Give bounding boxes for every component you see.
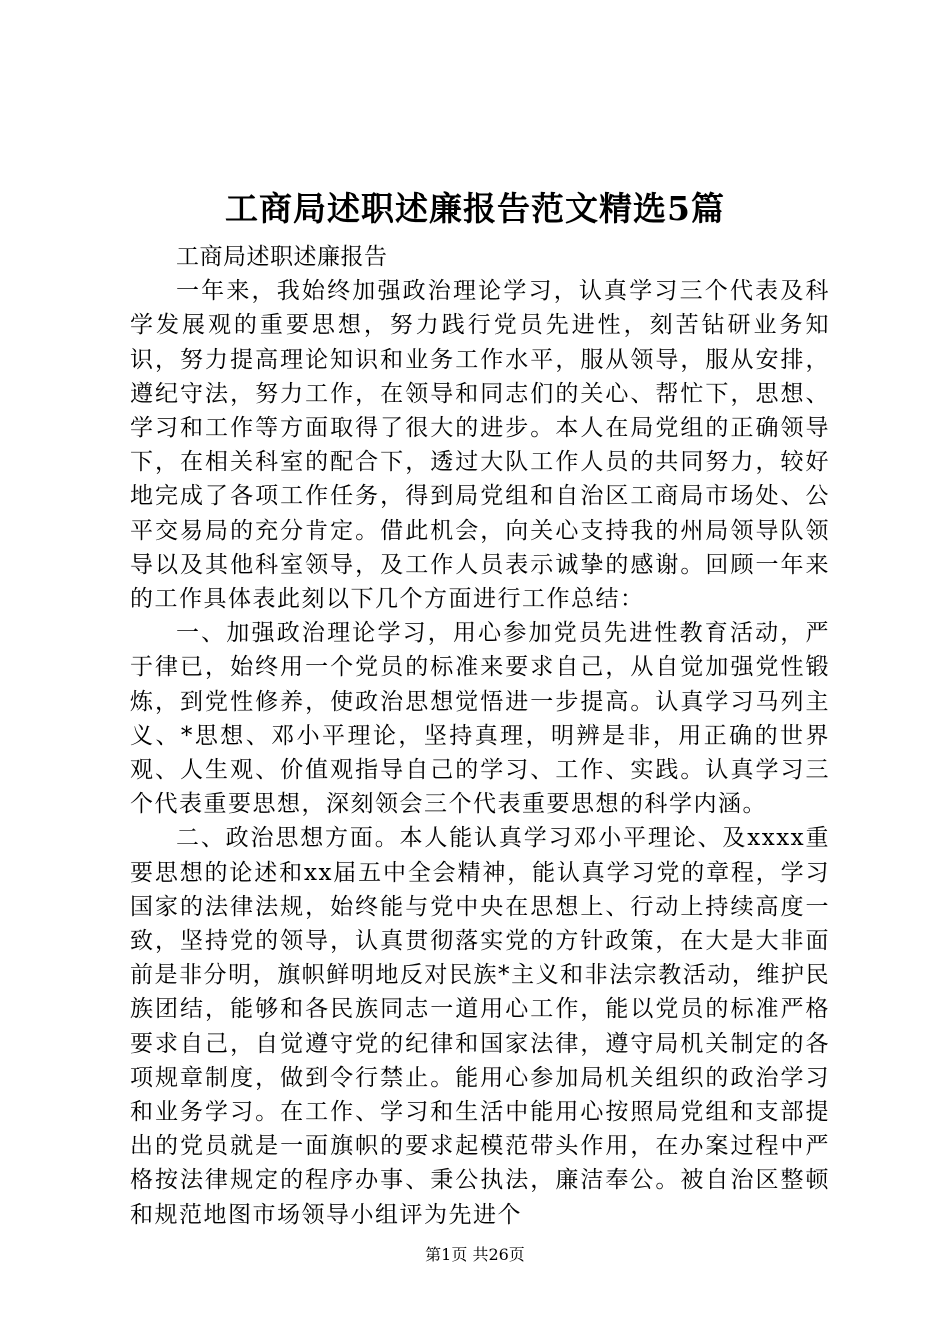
body-paragraph-two: 二、政治思想方面。本人能认真学习邓小平理论、及xxxx重要思想的论述和xx届五中全会精神，能认真学习党的章程，学习国家的法律法规，始终能与党中央在思想上、行动上持续高度一致，坚持党的领导，认真贯彻落实党的方针政策，在大是大非面前是非分明，旗帜鲜明地反对民族*主义和非法宗教活动，维护民族团结，能够和各民族同志一道用心工作，能以党员的标准严格要求自己，自觉遵守党的纪律和国家法律，遵守局机关制定的各项规章制度，做到令行禁止。能用心参加局机关组织的政治学习和业务学习。在工作、学习和生活中能用心按照局党组和支部提出的党员就是一面旗帜的要求起模范带头作用，在办案过程中严格按法律规定的程序办事、秉公执法，廉洁奉公。被自治区整顿和规范地图市场领导小组评为先进个 — [130, 825, 830, 1228]
body-paragraph-one: 一、加强政治理论学习，用心参加党员先进性教育活动，严于律已，始终用一个党员的标准来要求自己，从自觉加强党性锻炼，到党性修养，使政治思想觉悟进一步提高。认真学习马列主义、*思想、邓小平理论，坚持真理，明辨是非，用正确的世界观、人生观、价值观指导自己的学习、工作、实践。认真学习三个代表重要思想，深刻领会三个代表重要思想的科学内涵。 — [130, 620, 830, 818]
page-number-footer: 第1页 共26页 — [425, 1245, 525, 1264]
section-heading: 工商局述职述廉报告 — [176, 244, 388, 270]
document-title: 工商局述职述廉报告范文精选5篇 — [225, 189, 725, 228]
body-paragraph-intro: 一年来，我始终加强政治理论学习，认真学习三个代表及科学发展观的重要思想，努力践行党员先进性，刻苦钻研业务知识，努力提高理论知识和业务工作水平，服从领导，服从安排，遵纪守法，努力工作，在领导和同志们的关心、帮忙下，思想、学习和工作等方面取得了很大的进步。本人在局党组的正确领导下，在相关科室的配合下，透过大队工作人员的共同努力，较好地完成了各项工作任务，得到局党组和自治区工商局市场处、公平交易局的充分肯定。借此机会，向关心支持我的州局领导队领导以及其他科室领导，及工作人员表示诚挚的感谢。回顾一年来的工作具体表此刻以下几个方面进行工作总结： — [130, 278, 830, 613]
document-body — [130, 240, 830, 1232]
